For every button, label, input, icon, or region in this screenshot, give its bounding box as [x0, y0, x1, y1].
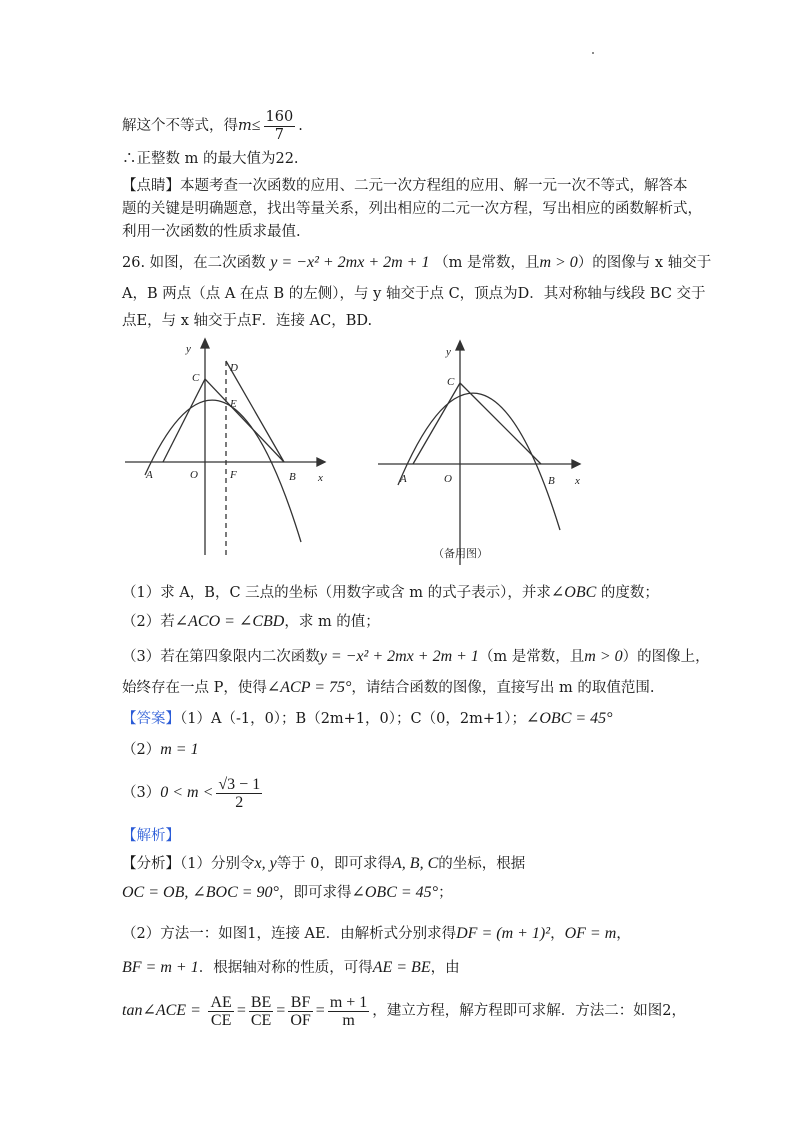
- answer-line-3: [122, 770, 265, 816]
- answer-range: 0 < m <: [160, 784, 214, 801]
- text: ．根据轴对称的性质，可得: [198, 960, 373, 976]
- x-arrow: [572, 460, 580, 468]
- numerator: BE: [250, 993, 272, 1011]
- equals-sign: =: [236, 1002, 246, 1019]
- label-F: F: [230, 469, 237, 481]
- x-arrow: [317, 458, 325, 466]
- part-3-line-1: [122, 647, 710, 667]
- answer-line-1: [122, 709, 613, 729]
- analysis-line-3: [122, 924, 631, 944]
- left-figure-labels: [145, 343, 323, 484]
- comment-line-3: 利用一次函数的性质求最值.: [122, 224, 301, 240]
- label-O: O: [190, 469, 198, 481]
- text: （2）若: [122, 614, 175, 630]
- quadratic-function: y = −x² + 2mx + 2m + 1: [319, 648, 479, 665]
- label-D: D: [230, 362, 238, 374]
- label-E: E: [230, 398, 237, 410]
- denominator: CE: [210, 1011, 232, 1029]
- label-C: C: [192, 372, 200, 384]
- angle-equation: ∠ACO = ∠CBD: [174, 613, 285, 630]
- label-x: x: [575, 475, 580, 487]
- equals-sign: =: [276, 1002, 286, 1019]
- points-ABC: A, B, C: [392, 855, 439, 872]
- tan-expression: tan∠ACE =: [122, 1002, 201, 1019]
- label-B: B: [289, 471, 296, 483]
- text: ，建立方程，解方程即可求解．方法二：如图2，: [372, 1003, 687, 1019]
- label-x: x: [318, 472, 323, 484]
- comment-line-1: [122, 176, 688, 196]
- denominator: 2: [235, 793, 244, 811]
- label-A: A: [400, 473, 407, 485]
- text: 始终存在一点 P，使得: [122, 680, 267, 696]
- fraction-BF-OF: [288, 994, 312, 1029]
- period: .: [298, 118, 303, 134]
- text: 等于 0，即可求得: [276, 856, 393, 872]
- segment-CB: [460, 383, 541, 464]
- numerator: AE: [210, 993, 232, 1011]
- text: ）的图像与 x 轴交于: [577, 255, 712, 271]
- inequality-solution-line: [122, 104, 303, 148]
- q26-line-3: 点E，与 x 轴交于点F．连接 AC，BD.: [122, 313, 373, 329]
- answer-line-2: [122, 740, 199, 760]
- analysis-line-4: [122, 958, 460, 978]
- answer-tag: 【答案】: [122, 711, 180, 727]
- label-y: y: [446, 346, 451, 358]
- comment-line-2: 题的关键是明确题意，找出等量关系，列出相应的二元一次方程，写出相应的函数解析式，: [122, 201, 702, 217]
- fraction-AE-CE: [208, 994, 233, 1029]
- text: （m 是常数，且: [434, 255, 540, 271]
- answer-coordinates: （1）A（-1，0）；B（2m+1，0）；C（0，2m+1）；: [180, 711, 526, 727]
- var-m: m: [238, 118, 252, 134]
- label-A: A: [146, 469, 153, 481]
- condition-m-positive: m > 0: [584, 648, 623, 665]
- fraction-m: [328, 994, 369, 1029]
- text: （1）求 A，B，C 三点的坐标（用数字或含 m 的式子表示），并求: [122, 585, 551, 601]
- left-figure: [125, 339, 325, 555]
- right-figure-labels: [399, 346, 580, 560]
- answer-angle: ∠OBC = 45°: [525, 710, 613, 727]
- text: ，: [616, 926, 631, 942]
- y-arrow: [456, 341, 464, 350]
- denominator: OF: [290, 1011, 311, 1029]
- analysis-line-1: [122, 854, 525, 874]
- equation: ∠OBC = 45°: [351, 884, 439, 901]
- text: ）的图像上，: [622, 649, 710, 665]
- segment-DB: [226, 361, 284, 462]
- answer-m-value: m = 1: [160, 741, 199, 758]
- text: ，即可求得: [278, 885, 352, 901]
- y-arrow: [201, 339, 209, 348]
- analysis-line-5: [122, 988, 686, 1034]
- segment-AC: [163, 379, 205, 462]
- text: 的坐标，根据: [438, 856, 526, 872]
- part-2: [122, 612, 380, 632]
- text: （2）: [122, 742, 161, 758]
- angle-ACP: ∠ACP = 75°: [266, 679, 352, 696]
- label-O: O: [444, 473, 452, 485]
- fraction-BE-CE: [249, 994, 273, 1029]
- parabola-figures: [0, 335, 800, 575]
- equals-sign: =: [315, 1002, 325, 1019]
- text: ，: [550, 926, 565, 942]
- q26-line-2: A，B 两点（点 A 在点 B 的左侧），与 y 轴交于点 C，顶点为D．其对称轴与线段 BC 交于: [122, 286, 706, 302]
- equation: OC = OB, ∠BOC = 90°: [122, 884, 279, 901]
- text: ，求 m 的值；: [284, 614, 380, 630]
- parabola: [145, 400, 301, 542]
- equation-BF: BF = m + 1: [122, 959, 199, 976]
- segment-AC: [413, 383, 460, 464]
- label-B: B: [548, 475, 555, 487]
- page-dot: [592, 52, 594, 54]
- parabola: [398, 393, 560, 530]
- q26-intro: 26. 如图，在二次函数: [122, 255, 266, 271]
- figure-caption: （备用图）: [433, 548, 488, 560]
- max-value-line: ∴正整数 m 的最大值为22.: [122, 151, 299, 167]
- text: ，由: [430, 960, 460, 976]
- denominator: 7: [274, 126, 284, 143]
- numerator: 160: [265, 108, 294, 125]
- text: （3）若在第四象限内二次函数: [122, 649, 320, 665]
- numerator: √3 − 1: [218, 775, 261, 793]
- denominator: m: [342, 1011, 355, 1029]
- equation-OF: OF = m: [564, 925, 617, 942]
- numerator: BF: [288, 994, 312, 1012]
- comment-tag: 【点睛】: [122, 178, 180, 194]
- equation-DF: DF = (m + 1)²: [456, 925, 551, 942]
- text: （2）方法一：如图1，连接 AE．由解析式分别求得: [122, 926, 457, 942]
- part-3-line-2: [122, 678, 654, 698]
- analysis-subtag: 【分析】: [122, 856, 180, 872]
- text: 的度数；: [596, 585, 659, 601]
- right-figure: [378, 341, 580, 565]
- analysis-line-2: [122, 883, 453, 903]
- q26-line-1: [122, 253, 711, 273]
- text: （3）: [122, 785, 161, 801]
- segment-CB: [205, 379, 284, 462]
- condition-m-positive: m > 0: [539, 254, 578, 271]
- text: ；: [438, 885, 453, 901]
- label-y: y: [186, 343, 191, 355]
- text: 解这个不等式，得: [122, 118, 238, 134]
- label-C: C: [447, 376, 455, 388]
- fraction-sqrt3: [216, 776, 262, 811]
- analysis-tag: 【解析】: [122, 828, 180, 844]
- text: ，请结合函数的图像，直接写出 m 的取值范围.: [351, 680, 655, 696]
- text: （1）分别令: [180, 856, 255, 872]
- numerator: m + 1: [329, 993, 368, 1011]
- equation-AE-BE: AE = BE: [372, 959, 431, 976]
- fraction-160-7: [264, 109, 296, 144]
- denominator: CE: [250, 1011, 272, 1029]
- leq-sign: ≤: [251, 117, 261, 134]
- vars-xy: x, y: [254, 855, 277, 872]
- part-1: [122, 583, 659, 603]
- comment-text: 本题考查一次函数的应用、二元一次方程组的应用、解一元一次不等式，解答本: [180, 178, 688, 194]
- text: （m 是常数，且: [478, 649, 585, 665]
- quadratic-function: y = −x² + 2mx + 2m + 1: [270, 254, 430, 271]
- angle-OBC: ∠OBC: [550, 584, 597, 601]
